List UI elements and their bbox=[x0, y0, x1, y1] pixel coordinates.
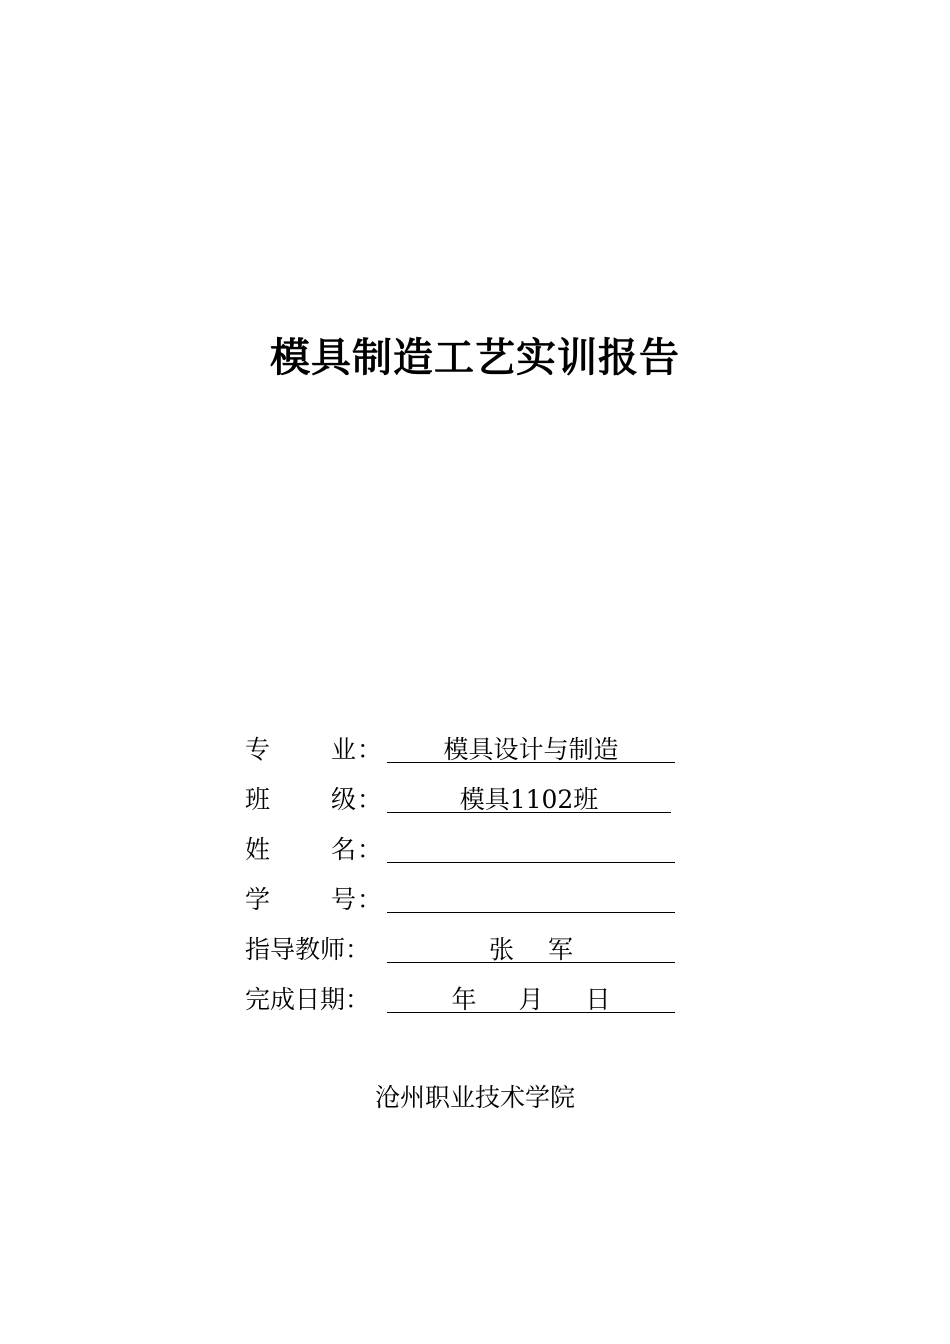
student-id-value[interactable] bbox=[387, 880, 675, 913]
date-row bbox=[245, 980, 685, 1030]
advisor-value[interactable] bbox=[387, 930, 675, 963]
name-label bbox=[245, 830, 383, 870]
student-id-label-char-2: 号 bbox=[331, 885, 357, 914]
date-label: 完成日期： bbox=[245, 985, 371, 1014]
date-month-unit: 月 bbox=[518, 985, 544, 1014]
advisor-value-char-2: 军 bbox=[548, 935, 574, 964]
class-label bbox=[245, 780, 383, 820]
cover-info-form bbox=[245, 730, 685, 1030]
advisor-label: 指导教师： bbox=[245, 935, 371, 964]
name-value[interactable] bbox=[387, 830, 675, 863]
student-id-row bbox=[245, 880, 685, 930]
report-title: 模具制造工艺实训报告 bbox=[270, 335, 680, 381]
class-label-char-1: 班 bbox=[245, 785, 271, 814]
date-day-unit: 日 bbox=[585, 985, 611, 1014]
date-value[interactable] bbox=[387, 980, 675, 1013]
name-row bbox=[245, 830, 685, 880]
major-label-colon: ： bbox=[357, 735, 383, 764]
advisor-row bbox=[245, 930, 685, 980]
major-label-char-2: 业 bbox=[331, 735, 357, 764]
advisor-value-char-1: 张 bbox=[488, 935, 514, 964]
class-row bbox=[245, 780, 685, 830]
class-label-char-2: 级 bbox=[331, 785, 357, 814]
student-id-label bbox=[245, 880, 383, 920]
major-label bbox=[245, 730, 383, 770]
student-id-label-char-1: 学 bbox=[245, 885, 271, 914]
major-value[interactable]: 模具设计与制造 bbox=[387, 730, 675, 763]
major-label-char-1: 专 bbox=[245, 735, 271, 764]
name-label-colon: ： bbox=[357, 835, 383, 864]
name-label-char-2: 名 bbox=[331, 835, 357, 864]
class-label-colon: ： bbox=[357, 785, 383, 814]
school-name: 沧州职业技术学院 bbox=[374, 1083, 575, 1112]
student-id-label-colon: ： bbox=[357, 885, 383, 914]
date-year-unit: 年 bbox=[451, 985, 477, 1014]
class-value[interactable]: 模具1102班 bbox=[387, 780, 671, 813]
name-label-char-1: 姓 bbox=[245, 835, 271, 864]
major-row bbox=[245, 730, 685, 780]
